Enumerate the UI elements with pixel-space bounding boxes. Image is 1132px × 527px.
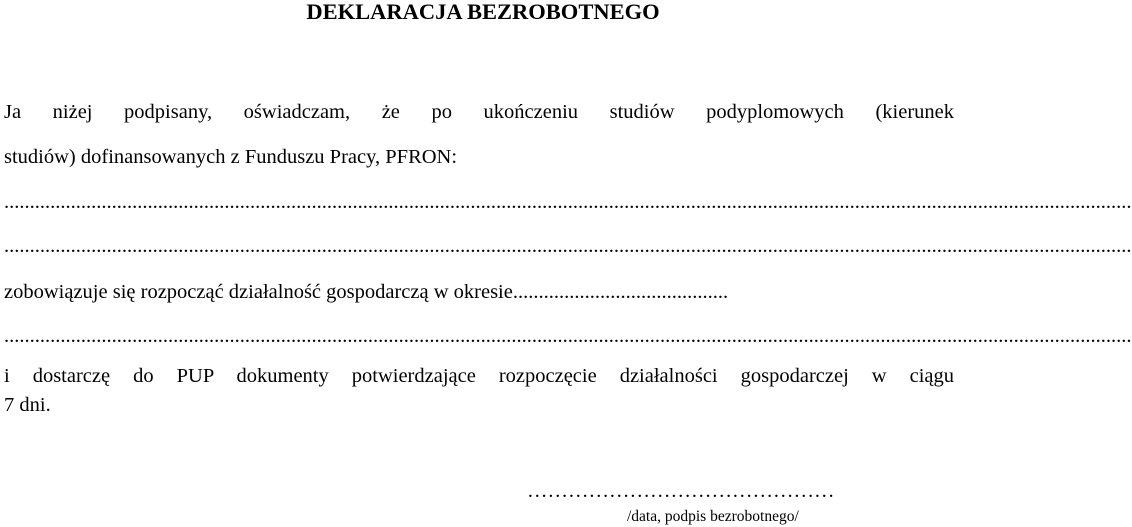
- signature-dotted-line: ………………………………………: [527, 480, 835, 502]
- fill-in-dotted-line-2: ............................................................................................................................................................................................................................: [4, 235, 1132, 257]
- document-title: DEKLARACJA BEZROBOTNEGO: [306, 0, 660, 24]
- signature-label: /data, podpis bezrobotnego/: [627, 508, 799, 525]
- delivery-line-2: 7 dni.: [4, 394, 51, 416]
- fill-in-dotted-line-3: ............................................................................................................................................................................................................................: [4, 325, 1132, 347]
- delivery-line-1: i dostarczę do PUP dokumenty potwierdzające rozpoczęcie działalności gospodarczej w ciągu: [4, 365, 954, 387]
- statement-line-2: studiów) dofinansowanych z Funduszu Pracy, PFRON:: [4, 146, 458, 168]
- statement-line-1: Ja niżej podpisany, oświadczam, że po ukończeniu studiów podyplomowych (kierunek: [4, 101, 954, 123]
- fill-in-dotted-line-1: ............................................................................................................................................................................................................................: [4, 191, 1132, 213]
- commitment-line: zobowiązuje się rozpocząć działalność gospodarczą w okresie..........................................: [4, 281, 729, 303]
